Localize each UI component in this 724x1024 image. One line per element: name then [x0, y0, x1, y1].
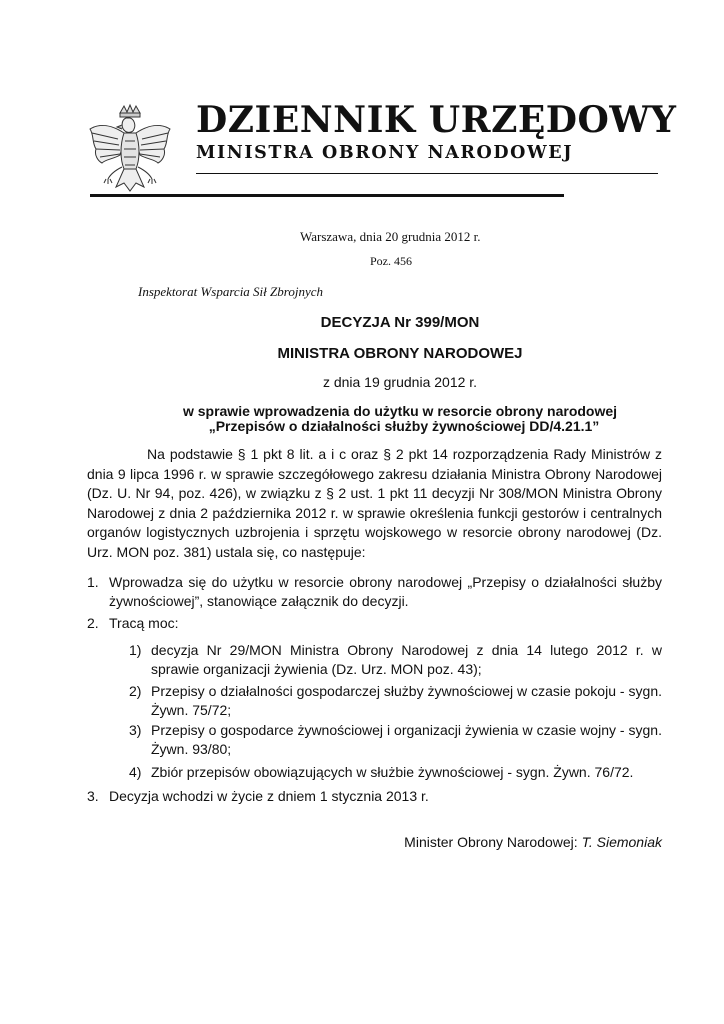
sub-list-item-number: 3)	[129, 722, 142, 738]
sub-list-item	[129, 641, 662, 679]
preamble-text: Na podstawie § 1 pkt 8 lit. a i c oraz § 2 pkt 14 rozporządzenia Rady Ministrów z dnia 9 lipca 1996 r. w sprawie szczegółowego zakresu działania Ministra Obrony Narodowej (Dz. U. Nr 94, poz. 426), w związku z § 2 ust. 1 pkt 11 decyzji Nr 308/MON Ministra Obrony Narodowej z dnia 2 października 2012 r. w sprawie określenia funkcji gestorów i centralnych organów logistycznych uzbrojenia i sprzętu wojskowego w resorcie obrony narodowej (Dz. Urz. MON poz. 381) ustala się, co następuje:	[87, 446, 662, 560]
signature	[404, 834, 662, 850]
sub-list-item-number: 1)	[129, 642, 142, 658]
dateline: Warszawa, dnia 20 grudnia 2012 r.	[300, 229, 481, 244]
list-item	[87, 614, 662, 633]
sub-list-item-number: 4)	[129, 764, 142, 780]
decision-subject-line-1: w sprawie wprowadzenia do użytku w resorcie obrony narodowej	[182, 403, 618, 419]
preamble-paragraph	[87, 445, 662, 562]
header-divider	[90, 194, 564, 197]
sub-list-item-number: 2)	[129, 683, 142, 699]
sub-list-item-text: Przepisy o działalności gospodarczej służby żywnościowej w czasie pokoju - sygn. Żywn. 75/72;	[151, 683, 662, 718]
masthead-divider	[196, 173, 658, 174]
decision-title: DECYZJA Nr 399/MON	[320, 314, 480, 331]
decision-subject	[90, 404, 710, 434]
list-item-text: Wprowadza się do użytku w resorcie obrony narodowej „Przepisy o działalności służby żywnościowej”, stanowiące załącznik do decyzji.	[109, 574, 662, 609]
signature-label: Minister Obrony Narodowej:	[404, 834, 578, 850]
sub-list-item-text: Zbiór przepisów obowiązujących w służbie żywnościowej - sygn. Żywn. 76/72.	[151, 764, 634, 780]
masthead-subtitle: MINISTRA OBRONY NARODOWEJ	[196, 143, 574, 163]
decision-subject-line-2: „Przepisów o działalności służby żywnościowej DD/4.21.1”	[208, 418, 600, 434]
decision-authority: MINISTRA OBRONY NARODOWEJ	[277, 345, 523, 362]
issuer: Inspektorat Wsparcia Sił Zbrojnych	[138, 284, 323, 299]
sub-list-item	[129, 721, 662, 759]
white-eagle-emblem-icon	[86, 103, 174, 195]
signature-name: T. Siemoniak	[581, 834, 662, 850]
position-number: Poz. 456	[370, 254, 412, 268]
sub-list-item-text: Przepisy o gospodarce żywnościowej i organizacji żywienia w czasie wojny - sygn. Żywn. 93/80;	[151, 722, 662, 757]
list-item-text: Decyzja wchodzi w życie z dniem 1 stycznia 2013 r.	[109, 788, 429, 804]
list-item-number: 2.	[87, 615, 99, 631]
sub-list-item	[129, 763, 662, 782]
sub-list-item-text: decyzja Nr 29/MON Ministra Obrony Narodowej z dnia 14 lutego 2012 r. w sprawie organizacji żywienia (Dz. Urz. MON poz. 43);	[151, 642, 662, 677]
list-item-number: 1.	[87, 574, 99, 590]
masthead-title: DZIENNIK URZĘDOWY	[196, 99, 677, 141]
list-item	[87, 787, 662, 806]
sub-list-item	[129, 682, 662, 720]
decision-date: z dnia 19 grudnia 2012 r.	[322, 374, 478, 390]
list-item-text: Tracą moc:	[109, 615, 179, 631]
list-item	[87, 573, 662, 611]
list-item-number: 3.	[87, 788, 99, 804]
